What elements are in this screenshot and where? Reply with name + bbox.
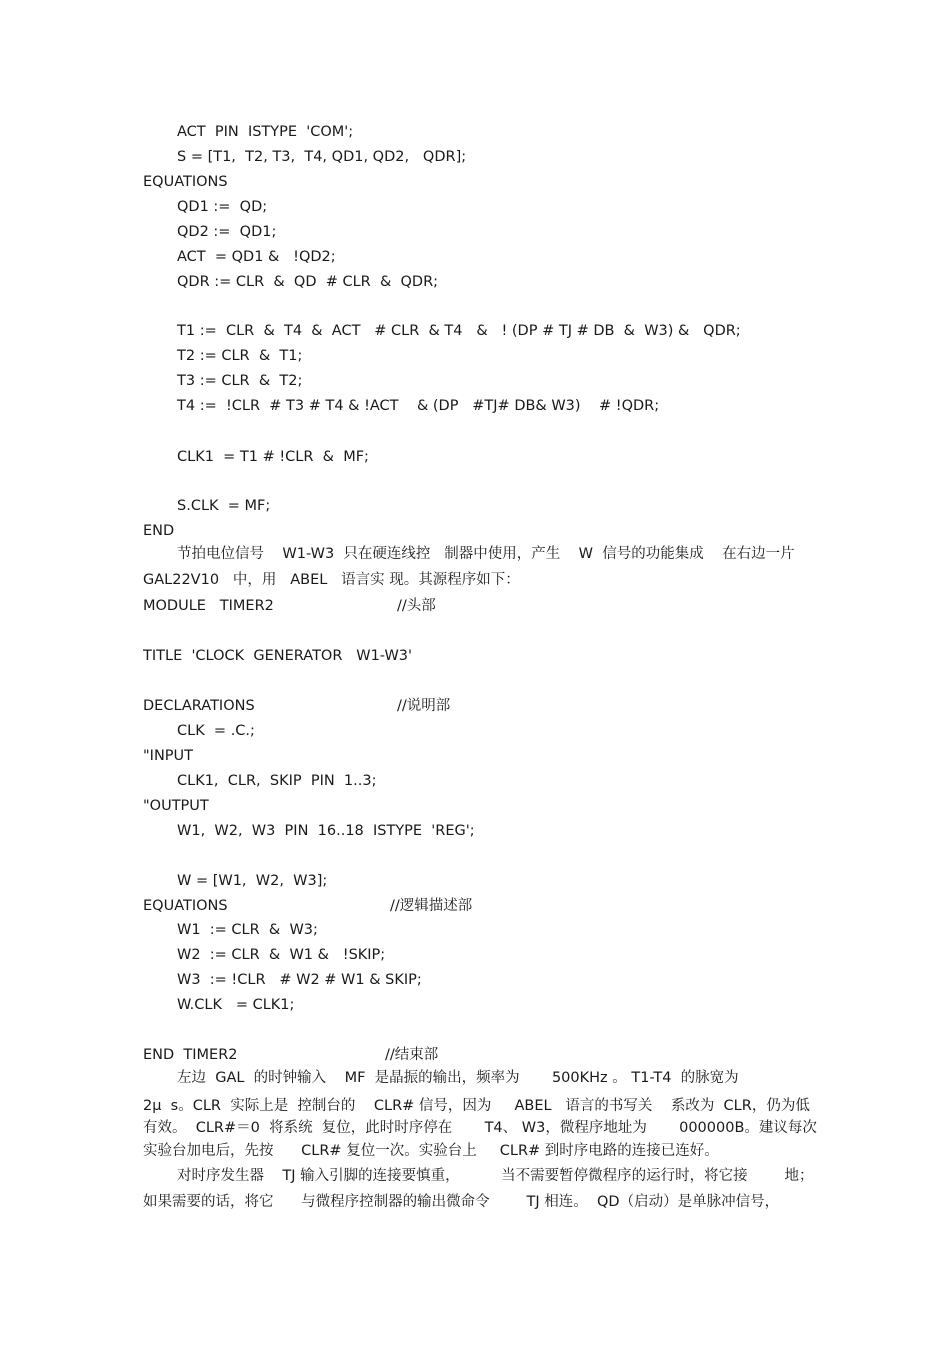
code-line: CLK1, CLR, SKIP PIN 1..3; [177,773,377,789]
code-comment: //结束部 [385,1047,439,1063]
code-line: W3 := !CLR # W2 # W1 & SKIP; [177,972,422,988]
code-line: T2 := CLR & T1; [177,348,303,364]
paragraph-line: 对时序发生器 TJ 输入引脚的连接要慎重， 当不需要暂停微程序的运行时，将它接 地； [177,1168,814,1184]
code-line: T1 := CLR & T4 & ACT # CLR & T4 & ! (DP # TJ # DB & W3) & QDR; [177,323,741,339]
code-line: S.CLK = MF; [177,498,271,514]
code-line: QD2 := QD1; [177,224,277,240]
code-line: W1, W2, W3 PIN 16..18 ISTYPE 'REG'; [177,823,475,839]
code-comment: //说明部 [397,698,451,714]
paragraph-line: 如果需要的话，将它 与微程序控制器的输出微命令 TJ 相连。 QD（启动）是单脉冲信号， [143,1194,780,1210]
code-line: DECLARATIONS [143,698,255,714]
code-line: W1 := CLR & W3; [177,922,318,938]
code-comment: //逻辑描述部 [390,898,473,914]
paragraph-line: 节拍电位信号 W1-W3 只在硬连线控 制器中使用，产生 W 信号的功能集成 在右边一片 [177,546,795,562]
code-comment: //头部 [397,598,436,614]
code-line: CLK1 = T1 # !CLR & MF; [177,449,369,465]
code-line: W2 := CLR & W1 & !SKIP; [177,947,386,963]
code-line: W = [W1, W2, W3]; [177,873,328,889]
code-line: ACT = QD1 & !QD2; [177,249,336,265]
code-line: "INPUT [143,748,194,764]
code-line: QD1 := QD; [177,199,268,215]
paragraph-line: 有效。 CLR#＝0 将系统 复位，此时时序停在 T4、 W3，微程序地址为 000000B。建议每次 [143,1120,817,1136]
code-line: ACT PIN ISTYPE 'COM'; [177,124,354,140]
code-line: S = [T1, T2, T3, T4, QD1, QD2, QDR]; [177,149,467,165]
code-keyword-line: EQUATIONS [143,898,228,914]
code-line: T3 := CLR & T2; [177,373,303,389]
code-line: W.CLK = CLK1; [177,997,295,1013]
code-line: "OUTPUT [143,798,209,814]
code-line: TITLE 'CLOCK GENERATOR W1-W3' [143,648,413,664]
paragraph-line: 左边 GAL 的时钟输入 MF 是晶振的输出，频率为 500KHz 。 T1-T4 的脉宽为 [177,1070,739,1086]
code-line: T4 := !CLR # T3 # T4 & !ACT & (DP #TJ# DB& W3) # !QDR; [177,398,660,414]
paragraph-line: GAL22V10 中，用 ABEL 语言实 现。其源程序如下： [143,572,520,588]
code-line: MODULE TIMER2 [143,598,274,614]
code-keyword-line: EQUATIONS [143,174,228,190]
code-keyword-line: END [143,523,175,539]
code-line: QDR := CLR & QD # CLR & QDR; [177,274,439,290]
code-line: CLK = .C.; [177,723,255,739]
code-line: END TIMER2 [143,1047,238,1063]
paragraph-line: 2μ s。CLR 实际上是 控制台的 CLR# 信号，因为 ABEL 语言的书写关 系改为 CLR，仍为低 [143,1098,810,1114]
paragraph-line: 实验台加电后，先按 CLR# 复位一次。实验台上 CLR# 到时序电路的连接已连好。 [143,1143,719,1159]
